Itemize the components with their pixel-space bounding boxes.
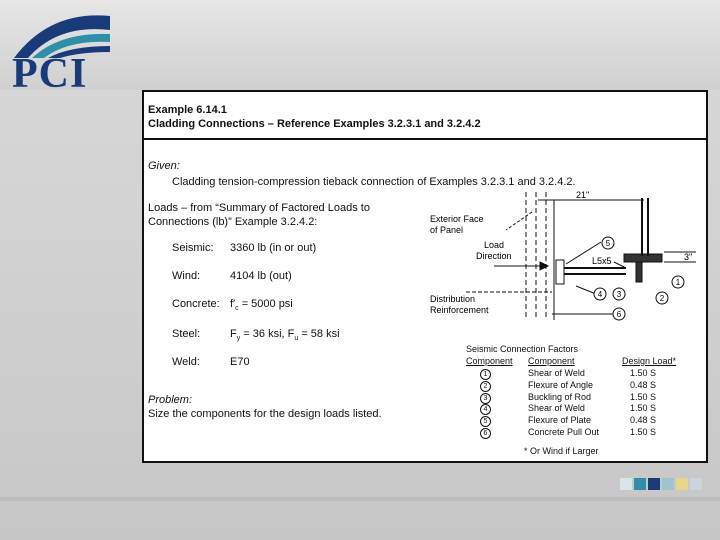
factor-row-component: Flexure of Plate xyxy=(528,415,592,426)
factors-header-number: Component xyxy=(466,356,513,366)
factors-header-component: Component xyxy=(528,356,575,366)
footer-rule xyxy=(0,497,720,501)
callout-1: 1 xyxy=(675,278,681,287)
factor-row-number-icon: 1 xyxy=(480,369,491,380)
factors-title: Seismic Connection Factors xyxy=(466,344,579,354)
given-label: Given: xyxy=(148,160,180,172)
seismic-label: Seismic: xyxy=(172,242,214,254)
factor-row-number-icon: 4 xyxy=(480,404,491,415)
concrete-label: Concrete: xyxy=(172,298,220,310)
example-number: Example 6.14.1 xyxy=(148,104,227,116)
wind-label: Wind: xyxy=(172,270,201,282)
loads-line-2: Connections (lb)” Example 3.2.4.2: xyxy=(148,216,318,228)
pci-logo-text: PCI xyxy=(12,51,88,97)
factor-row-load: 1.50 S xyxy=(630,391,657,402)
load-label: Load xyxy=(484,240,505,250)
callout-4: 4 xyxy=(597,290,603,299)
factor-row-load: 1.50 S xyxy=(630,427,657,437)
given-text: Cladding tension-compression tieback connection of Examples 3.2.3.1 and 3.2.4.2. xyxy=(172,176,576,188)
connection-detail-diagram xyxy=(426,190,704,332)
seismic-value: 3360 lb (in or out) xyxy=(230,242,317,254)
factor-row-load: 1.50 S xyxy=(630,403,657,414)
steel-value: $F_y = 36$ ksi, $F_u = 58$ ksi xyxy=(230,328,340,343)
callout-2: 2 xyxy=(659,294,665,303)
steel-label: Steel: xyxy=(172,328,201,340)
factor-row-number-icon: 3 xyxy=(480,393,491,404)
dimension-3: 3" xyxy=(684,252,693,262)
weld-label: Weld: xyxy=(172,356,200,368)
exterior-face-label-2: of Panel xyxy=(430,225,464,235)
factors-header-load: Design Load* xyxy=(622,356,677,366)
callout-6: 6 xyxy=(616,310,622,319)
dimension-21: 21" xyxy=(576,190,590,200)
factor-row-component: Shear of Weld xyxy=(528,403,585,414)
problem-label: Problem: xyxy=(148,394,193,406)
weld-value: E70 xyxy=(230,356,250,368)
factor-row-number-icon: 5 xyxy=(480,416,491,427)
callout-3: 3 xyxy=(616,290,622,299)
factor-row-component: Shear of Weld xyxy=(528,368,585,378)
callout-5: 5 xyxy=(605,239,611,248)
distribution-label: Distribution xyxy=(430,294,476,304)
concrete-value: $f'_c = 5000$ psi xyxy=(230,298,293,313)
wind-value: 4104 lb (out) xyxy=(230,270,292,282)
document-header xyxy=(144,92,706,140)
load-direction-label: Direction xyxy=(476,251,512,261)
example-document xyxy=(142,90,708,463)
problem-text: Size the components for the design loads listed. xyxy=(148,408,382,420)
factor-row-load: 0.48 S xyxy=(630,379,657,390)
factor-row-component: Buckling of Rod xyxy=(528,391,592,402)
factor-row-load: 1.50 S xyxy=(630,368,657,378)
factor-row-component: Concrete Pull Out xyxy=(528,427,600,437)
factors-footnote: * Or Wind if Larger xyxy=(524,446,599,456)
angle-label: L5x5 xyxy=(592,256,612,266)
exterior-face-label: Exterior Face xyxy=(430,214,484,224)
example-title: Cladding Connections – Reference Examples 3.2.3.1 and 3.2.4.2 xyxy=(148,118,481,130)
factor-row-load: 0.48 S xyxy=(630,415,657,426)
factor-row-component: Flexure of Angle xyxy=(528,379,594,390)
loads-line-1: Loads – from “Summary of Factored Loads to xyxy=(148,202,370,214)
factor-row-number-icon: 6 xyxy=(480,428,491,439)
factor-row-number-icon: 2 xyxy=(480,381,491,392)
reinforcement-label: Reinforcement xyxy=(430,305,489,315)
